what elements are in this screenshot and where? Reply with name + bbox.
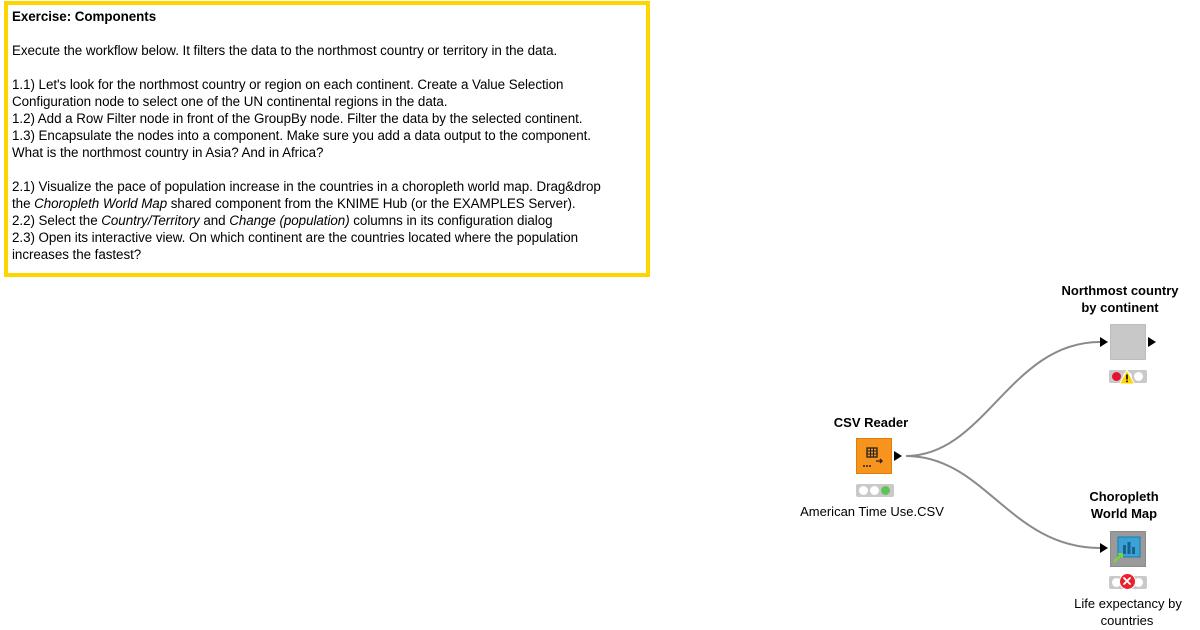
connection-csv-to-northmost[interactable] [906,342,1100,456]
node-title[interactable]: CSV Reader [833,415,909,430]
node-annotation[interactable]: American Time Use.CSV [800,504,944,519]
annotation-line: Configuration node to select one of the UN continental regions in the data. [12,94,448,109]
input-port[interactable] [1100,337,1108,347]
table-file-icon[interactable] [856,438,892,474]
annotation-line: 1.3) Encapsulate the nodes into a component. Make sure you add a data output to the component. [12,128,591,143]
status-light-red [859,486,868,495]
status-light-yellow [870,486,879,495]
input-port[interactable] [1100,543,1108,553]
node-status-lights [856,484,894,497]
output-port[interactable] [894,451,902,461]
annotation-line: the Choropleth World Map shared component from the KNIME Hub (or the EXAMPLES Server). [12,196,576,211]
node-annotation-line1[interactable]: Life expectancy by [1074,596,1182,611]
output-port[interactable] [1148,337,1156,347]
annotation-line: 2.2) Select the Country/Territory and Change (population) columns in its configuration dialog [12,213,553,228]
bar-chart-icon[interactable] [1110,531,1146,567]
node-title-line2[interactable]: World Map [1090,506,1158,521]
annotation-line: What is the northmost country in Asia? And in Africa? [12,145,324,160]
node-annotation-line2[interactable]: countries [1100,613,1154,628]
node-title-line1[interactable]: Choropleth [1089,489,1159,504]
annotation-line: 1.1) Let's look for the northmost country or region on each continent. Create a Value Selection [12,77,564,92]
annotation-text [12,8,642,263]
annotation-title: Exercise: Components [12,9,157,24]
annotation-line: 1.2) Add a Row Filter node in front of the GroupBy node. Filter the data by the selected continent. [12,111,583,126]
warning-icon[interactable] [1119,369,1135,385]
connection-csv-to-choropleth[interactable] [906,456,1100,548]
annotation-line: increases the fastest? [12,247,142,262]
annotation-line: 2.1) Visualize the pace of population increase in the countries in a choropleth world map. Drag&drop [12,179,601,194]
status-light-green [1134,372,1143,381]
error-icon[interactable] [1119,573,1136,590]
component-icon[interactable] [1110,324,1146,360]
annotation-line: 2.3) Open its interactive view. On which continent are the countries located where the population [12,230,579,245]
node-title-line1[interactable]: Northmost country [1061,283,1179,298]
workflow-annotation[interactable] [4,1,650,277]
node-title-line2[interactable]: by continent [1081,300,1159,315]
status-light-green [881,486,890,495]
annotation-intro: Execute the workflow below. It filters the data to the northmost country or territory in the data. [12,43,558,58]
